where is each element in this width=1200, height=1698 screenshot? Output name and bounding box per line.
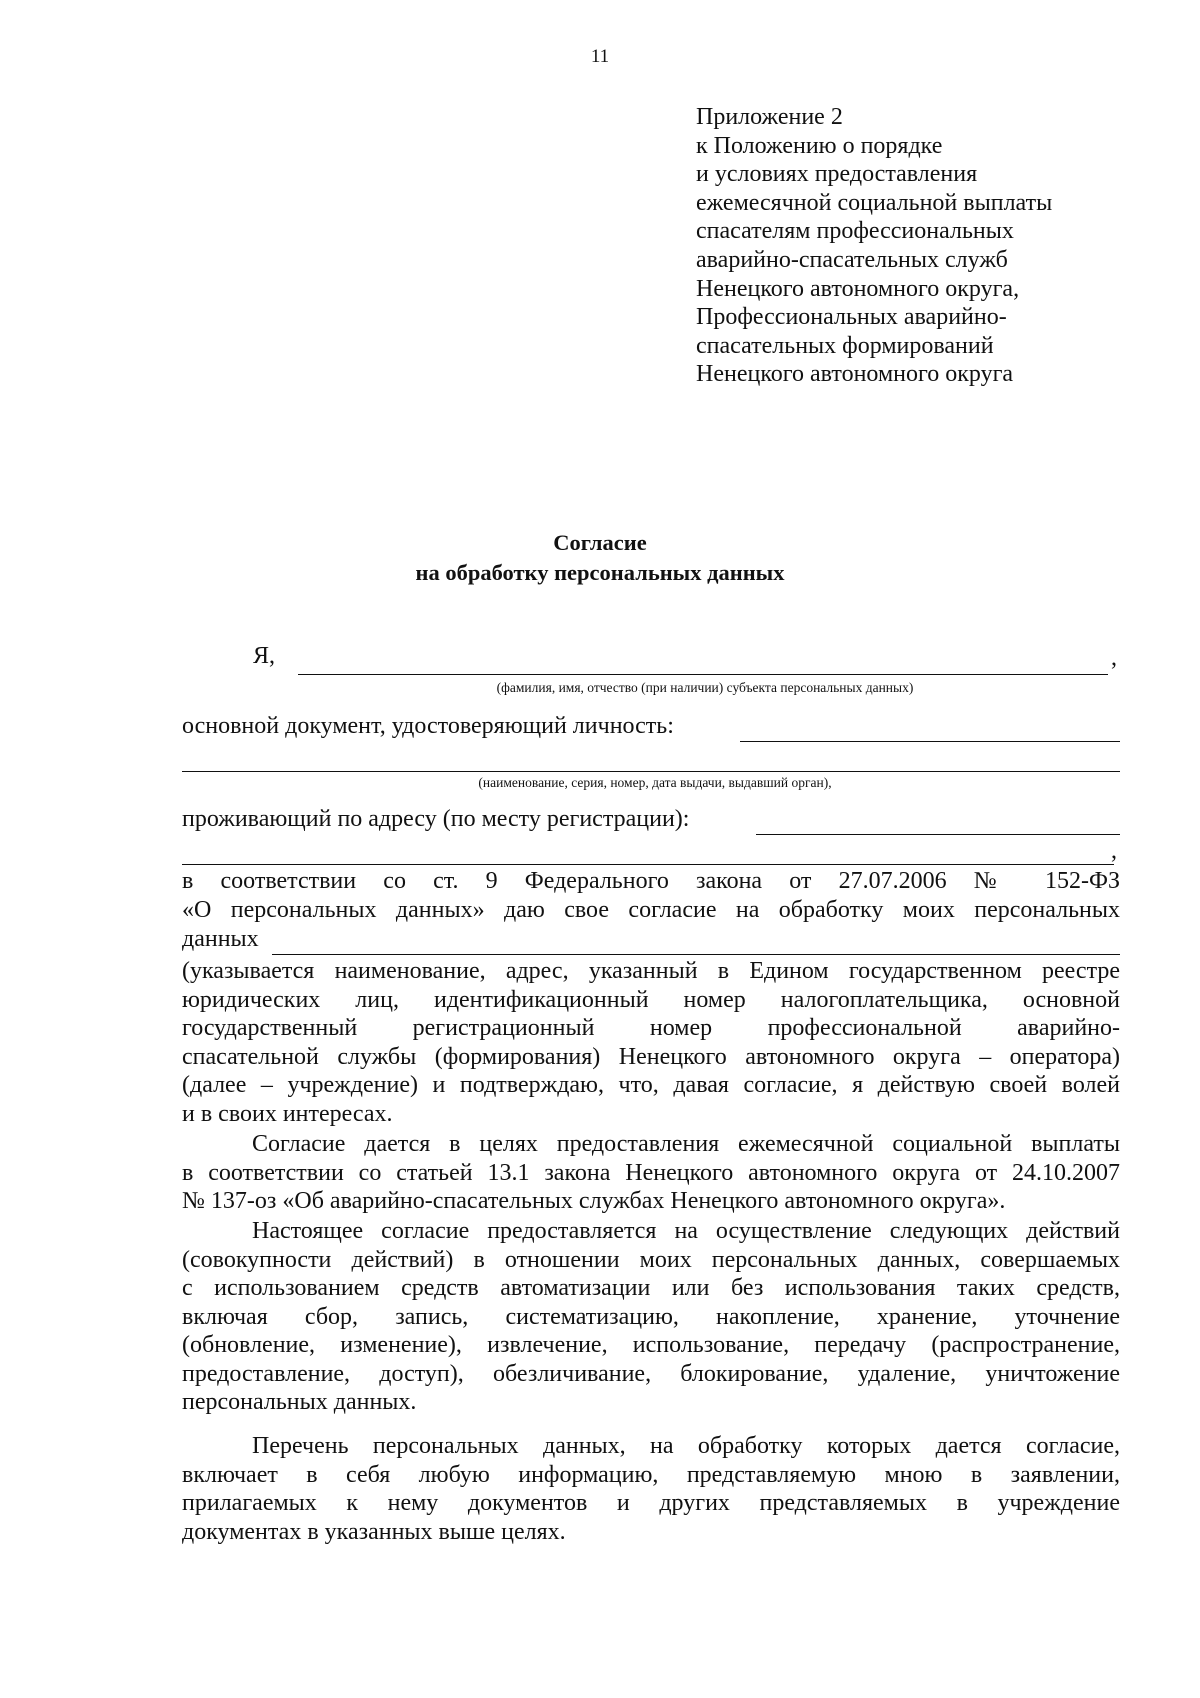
address-blank-line-2[interactable] [182,864,1114,865]
paragraph-line: документах в указанных выше целях. [182,1518,566,1545]
paragraph-line: персональных данных. [182,1389,417,1415]
doc-blank-line-2[interactable] [182,771,1120,772]
fio-blank-line[interactable] [298,674,1108,675]
paragraph-line: (далее – учреждение) и подтверждаю, что, давая согласие, я действую своей волей [182,1072,1120,1098]
doc-blank-line[interactable] [740,741,1120,742]
paragraph-actions [182,1217,1120,1417]
address-label: проживающий по адресу (по месту регистрации): [182,806,690,832]
paragraph-line: юридических лиц, идентификационный номер налогоплательщика, основной [182,986,1120,1013]
paragraph-operator-description [182,957,1120,1128]
paragraph-line: с использованием средств автоматизации или без использования таких средств, [182,1275,1120,1301]
paragraph-line: государственный регистрационный номер профессиональной аварийно- [182,1015,1120,1041]
document-title [0,528,1200,588]
paragraph-line: в соответствии со статьей 13.1 закона Ненецкого автономного округа от 24.10.2007 [182,1159,1120,1186]
paragraph-line: и в своих интересах. [182,1100,393,1127]
annex-line: и условиях предоставления [696,161,978,188]
annex-line: спасательных формирований [696,332,994,359]
paragraph-line: № 137-оз «Об аварийно-спасательных службах Ненецкого автономного округа». [182,1188,1006,1214]
address-blank-line[interactable] [756,834,1120,835]
annex-line: Профессиональных аварийно- [696,304,1007,331]
doc-label: основной документ, удостоверяющий личность: [182,713,674,739]
annex-line: спасателям профессиональных [696,218,1014,245]
annex-line: ежемесячной социальной выплаты [696,189,1053,216]
fio-comma: , [1111,645,1117,671]
paragraph-line: включая сбор, запись, систематизацию, накопление, хранение, уточнение [182,1303,1120,1330]
annex-line: аварийно-спасательных служб [696,246,1008,273]
annex-line: к Положению о порядке [696,132,943,159]
doc-caption: (наименование, серия, номер, дата выдачи, выдавший орган), [478,775,832,790]
paragraph-purpose [182,1130,1120,1216]
paragraph-line: спасательной службы (формирования) Ненецкого автономного округа – оператора) [182,1043,1120,1070]
page-number: 11 [590,46,610,67]
paragraph-line: Перечень персональных данных, на обработку которых дается согласие, [252,1433,1120,1459]
paragraph-line: Настоящее согласие предоставляется на осуществление следующих действий [252,1218,1120,1244]
paragraph-line: включает в себя любую информацию, представляемую мною в заявлении, [182,1461,1120,1488]
paragraph-line: (указывается наименование, адрес, указанный в Едином государственном реестре [182,958,1120,984]
law-line-1: в соответствии со ст. 9 Федерального закона от 27.07.2006 № 152-ФЗ [182,868,1120,894]
address-comma: , [1111,838,1117,864]
fio-caption: (фамилия, имя, отчество (при наличии) субъекта персональных данных) [496,680,914,695]
law-line-2: «О персональных данных» даю свое согласие на обработку моих персональных [182,897,1120,923]
operator-blank-line[interactable] [272,954,1120,955]
annex-line: Приложение 2 [696,104,843,130]
i-label: Я, [253,643,276,669]
paragraph-data-list [182,1432,1120,1546]
paragraph-line: (совокупности действий) в отношении моих персональных данных, совершаемых [182,1246,1120,1273]
title-line-1: Согласие [553,530,647,555]
annex-block [696,103,1052,389]
data-label: данных [182,926,259,952]
paragraph-line: прилагаемых к нему документов и других представляемых в учреждение [182,1490,1120,1516]
annex-line: Ненецкого автономного округа, [696,275,1020,302]
title-line-2: на обработку персональных данных [415,560,785,585]
paragraph-line: (обновление, изменение), извлечение, использование, передачу (распространение, [182,1332,1120,1358]
paragraph-line: Согласие дается в целях предоставления ежемесячной социальной выплаты [252,1131,1120,1157]
annex-line: Ненецкого автономного округа [696,361,1014,388]
paragraph-line: предоставление, доступ), обезличивание, блокирование, удаление, уничтожение [182,1360,1120,1387]
